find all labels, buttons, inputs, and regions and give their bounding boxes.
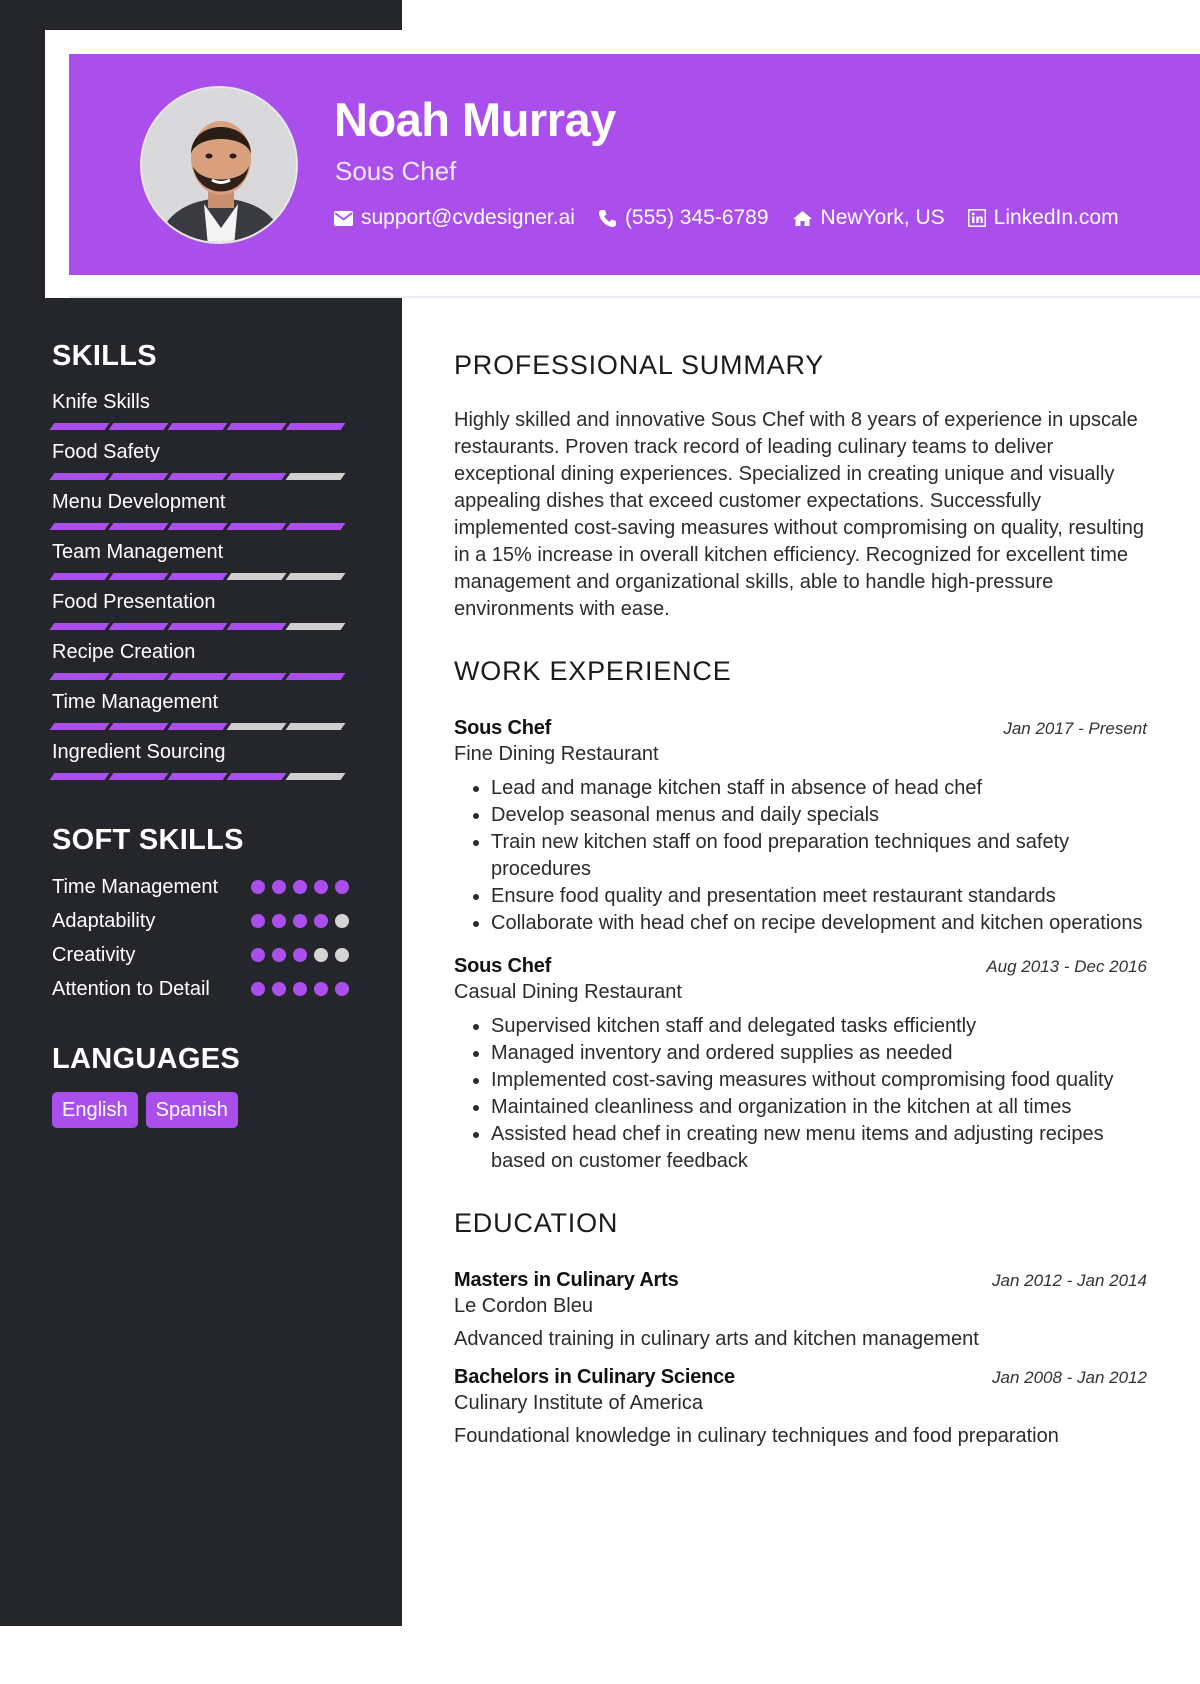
job-bullet: • Lead and manage kitchen staff in absence of head chef xyxy=(491,775,1147,802)
job-bullet: • Supervised kitchen staff and delegated tasks efficiently xyxy=(491,1013,1147,1040)
rating-dot-filled xyxy=(251,914,265,928)
soft-skills-heading: SOFT SKILLS xyxy=(52,824,244,856)
education-heading: EDUCATION xyxy=(454,1208,619,1238)
skill-item xyxy=(52,590,352,640)
rating-dot-filled xyxy=(272,880,286,894)
rating-dot-filled xyxy=(251,880,265,894)
skill-bar-filled xyxy=(227,473,287,480)
job-bullet: • Assisted head chef in creating new menu items and adjusting recipes based on customer feedback xyxy=(491,1121,1147,1175)
skill-bar-empty xyxy=(227,573,287,580)
skill-name: Team Management xyxy=(52,541,224,563)
job-bullet: • Ensure food quality and presentation meet restaurant standards xyxy=(491,883,1147,910)
skill-bar-filled xyxy=(286,423,346,430)
avatar-photo xyxy=(142,88,298,244)
skill-bar-empty xyxy=(286,723,346,730)
job-bullet: • Collaborate with head chef on recipe development and kitchen operations xyxy=(491,910,1147,937)
rating-dot-filled xyxy=(314,982,328,996)
envelope-icon xyxy=(334,211,353,226)
rating-dot-empty xyxy=(335,948,349,962)
contact-linkedin-text: LinkedIn.com xyxy=(993,206,1119,229)
education-description: Advanced training in culinary arts and kitchen management xyxy=(454,1328,979,1350)
rating-dot-filled xyxy=(314,880,328,894)
soft-skill-name: Creativity xyxy=(52,944,136,966)
skill-bar-filled xyxy=(50,523,110,530)
language-badge-english: English xyxy=(52,1092,138,1128)
candidate-name: Noah Murray xyxy=(334,93,616,146)
job-title: Sous Chef xyxy=(454,955,552,977)
job-bullets xyxy=(454,775,1147,937)
skill-level-bars xyxy=(52,723,352,730)
rating-dot-filled xyxy=(293,948,307,962)
skill-bar-filled xyxy=(50,723,110,730)
soft-skill-name: Attention to Detail xyxy=(52,978,210,1000)
skill-level-bars xyxy=(52,523,352,530)
languages-heading: LANGUAGES xyxy=(52,1043,240,1075)
skills-list xyxy=(52,390,352,790)
rating-dot-filled xyxy=(335,880,349,894)
skill-bar-filled xyxy=(109,773,169,780)
education-entry xyxy=(454,1269,1147,1351)
job-dates: Jan 2017 - Present xyxy=(1003,719,1147,738)
skill-name: Menu Development xyxy=(52,491,226,513)
skill-bar-filled xyxy=(109,473,169,480)
soft-skill-dots xyxy=(244,880,349,894)
linkedin-icon xyxy=(968,209,986,227)
phone-icon xyxy=(598,209,617,228)
skill-bar-filled xyxy=(168,623,228,630)
rating-dot-filled xyxy=(272,948,286,962)
soft-skill-item xyxy=(52,874,352,901)
skill-bar-filled xyxy=(168,523,228,530)
rating-dot-empty xyxy=(314,948,328,962)
skill-item xyxy=(52,540,352,590)
skill-bar-filled xyxy=(168,473,228,480)
main-content xyxy=(454,350,1147,1448)
skill-bar-empty xyxy=(286,473,346,480)
job-bullet: • Implemented cost-saving measures without compromising food quality xyxy=(491,1067,1147,1094)
contact-row xyxy=(334,206,1142,230)
skill-bar-empty xyxy=(286,573,346,580)
summary-text: Highly skilled and innovative Sous Chef with 8 years of experience in upscale restaurants. Proven track record of leading culinary teams to deliver exceptional dining experiences. Specialized in creating unique and visually appealing dishes that exceed customer expectations. Successfully implemented cost-saving measures without compromising on quality, resulting in a 15% increase in overall kitchen efficiency. Recognized for excellent time management and organizational skills, able to handle high-pressure environments with ease. xyxy=(454,409,1144,620)
skill-bar-filled xyxy=(286,523,346,530)
rating-dot-filled xyxy=(293,880,307,894)
contact-email[interactable] xyxy=(334,206,575,230)
skill-bar-filled xyxy=(227,623,287,630)
skill-level-bars xyxy=(52,423,352,430)
skill-item xyxy=(52,390,352,440)
skill-bar-filled xyxy=(109,623,169,630)
skill-bar-filled xyxy=(286,673,346,680)
skill-item xyxy=(52,490,352,540)
skill-level-bars xyxy=(52,473,352,480)
job-bullet: • Managed inventory and ordered supplies as needed xyxy=(491,1040,1147,1067)
skill-bar-filled xyxy=(168,773,228,780)
language-list xyxy=(52,1092,352,1128)
soft-skill-item xyxy=(52,908,352,935)
job-company: Fine Dining Restaurant xyxy=(454,743,659,765)
rating-dot-filled xyxy=(293,982,307,996)
degree: Masters in Culinary Arts xyxy=(454,1269,679,1291)
experience-heading: WORK EXPERIENCE xyxy=(454,656,732,686)
job-company: Casual Dining Restaurant xyxy=(454,981,682,1003)
skill-bar-filled xyxy=(109,423,169,430)
skill-name: Ingredient Sourcing xyxy=(52,741,226,763)
rating-dot-filled xyxy=(251,948,265,962)
job-dates: Aug 2013 - Dec 2016 xyxy=(986,957,1147,976)
skill-bar-empty xyxy=(286,623,346,630)
soft-skill-dots xyxy=(244,948,349,962)
contact-location xyxy=(792,206,945,230)
skill-bar-filled xyxy=(109,573,169,580)
skill-level-bars xyxy=(52,673,352,680)
skill-bar-empty xyxy=(227,723,287,730)
skill-bar-filled xyxy=(109,523,169,530)
skill-level-bars xyxy=(52,773,352,780)
job-bullets xyxy=(454,1013,1147,1175)
skills-heading: SKILLS xyxy=(52,340,157,372)
header-divider xyxy=(69,296,1200,298)
skill-bar-filled xyxy=(168,673,228,680)
skill-name: Recipe Creation xyxy=(52,641,196,663)
skill-bar-filled xyxy=(50,673,110,680)
skill-item xyxy=(52,640,352,690)
job-bullet: • Develop seasonal menus and daily specials xyxy=(491,802,1147,829)
skill-bar-filled xyxy=(50,473,110,480)
soft-skill-item xyxy=(52,976,352,1003)
skill-bar-filled xyxy=(50,773,110,780)
skill-bar-filled xyxy=(50,423,110,430)
rating-dot-empty xyxy=(335,914,349,928)
skill-name: Time Management xyxy=(52,691,218,713)
education-dates: Jan 2008 - Jan 2012 xyxy=(991,1368,1147,1387)
education-dates: Jan 2012 - Jan 2014 xyxy=(991,1271,1147,1290)
summary-heading: PROFESSIONAL SUMMARY xyxy=(454,350,825,380)
job-title: Sous Chef xyxy=(454,717,552,739)
skill-bar-filled xyxy=(168,723,228,730)
job-entry xyxy=(454,955,1147,1175)
skill-bar-filled xyxy=(109,673,169,680)
skill-item xyxy=(52,690,352,740)
soft-skill-name: Time Management xyxy=(52,876,218,898)
skill-level-bars xyxy=(52,573,352,580)
skill-bar-empty xyxy=(286,773,346,780)
skill-bar-filled xyxy=(168,573,228,580)
skill-bar-filled xyxy=(50,573,110,580)
rating-dot-filled xyxy=(293,914,307,928)
skill-bar-filled xyxy=(227,773,287,780)
skill-bar-filled xyxy=(50,623,110,630)
skill-item xyxy=(52,740,352,790)
avatar xyxy=(140,86,298,244)
language-badge-spanish: Spanish xyxy=(146,1092,238,1128)
skill-item xyxy=(52,440,352,490)
skill-name: Food Presentation xyxy=(52,591,216,613)
rating-dot-filled xyxy=(272,982,286,996)
soft-skill-item xyxy=(52,942,352,969)
degree: Bachelors in Culinary Science xyxy=(454,1366,735,1388)
contact-linkedin[interactable] xyxy=(968,206,1119,230)
education-description: Foundational knowledge in culinary techniques and food preparation xyxy=(454,1425,1059,1447)
experience-section xyxy=(454,656,1147,1175)
skill-bar-filled xyxy=(168,423,228,430)
rating-dot-filled xyxy=(251,982,265,996)
skill-bar-filled xyxy=(227,423,287,430)
contact-phone[interactable] xyxy=(598,206,769,230)
soft-skill-dots xyxy=(244,914,349,928)
home-icon xyxy=(792,210,813,227)
job-bullet: • Train new kitchen staff on food preparation techniques and safety procedures xyxy=(491,829,1147,883)
skill-level-bars xyxy=(52,623,352,630)
contact-location-text: NewYork, US xyxy=(820,206,945,229)
education-entry xyxy=(454,1366,1147,1448)
soft-skill-name: Adaptability xyxy=(52,910,156,932)
soft-skill-dots xyxy=(244,982,349,996)
skill-name: Knife Skills xyxy=(52,391,150,413)
rating-dot-filled xyxy=(272,914,286,928)
job-entry xyxy=(454,717,1147,937)
job-bullet: • Maintained cleanliness and organization in the kitchen at all times xyxy=(491,1094,1147,1121)
rating-dot-filled xyxy=(314,914,328,928)
skill-bar-filled xyxy=(109,723,169,730)
sidebar xyxy=(52,340,352,1128)
contact-phone-text: (555) 345-6789 xyxy=(624,206,769,229)
skill-bar-filled xyxy=(227,523,287,530)
skill-bar-filled xyxy=(227,673,287,680)
rating-dot-filled xyxy=(335,982,349,996)
contact-email-text: support@cvdesigner.ai xyxy=(361,206,575,229)
candidate-title: Sous Chef xyxy=(335,156,457,186)
school: Le Cordon Bleu xyxy=(454,1295,593,1317)
skill-name: Food Safety xyxy=(52,441,160,463)
school: Culinary Institute of America xyxy=(454,1392,703,1414)
education-section xyxy=(454,1208,1147,1448)
